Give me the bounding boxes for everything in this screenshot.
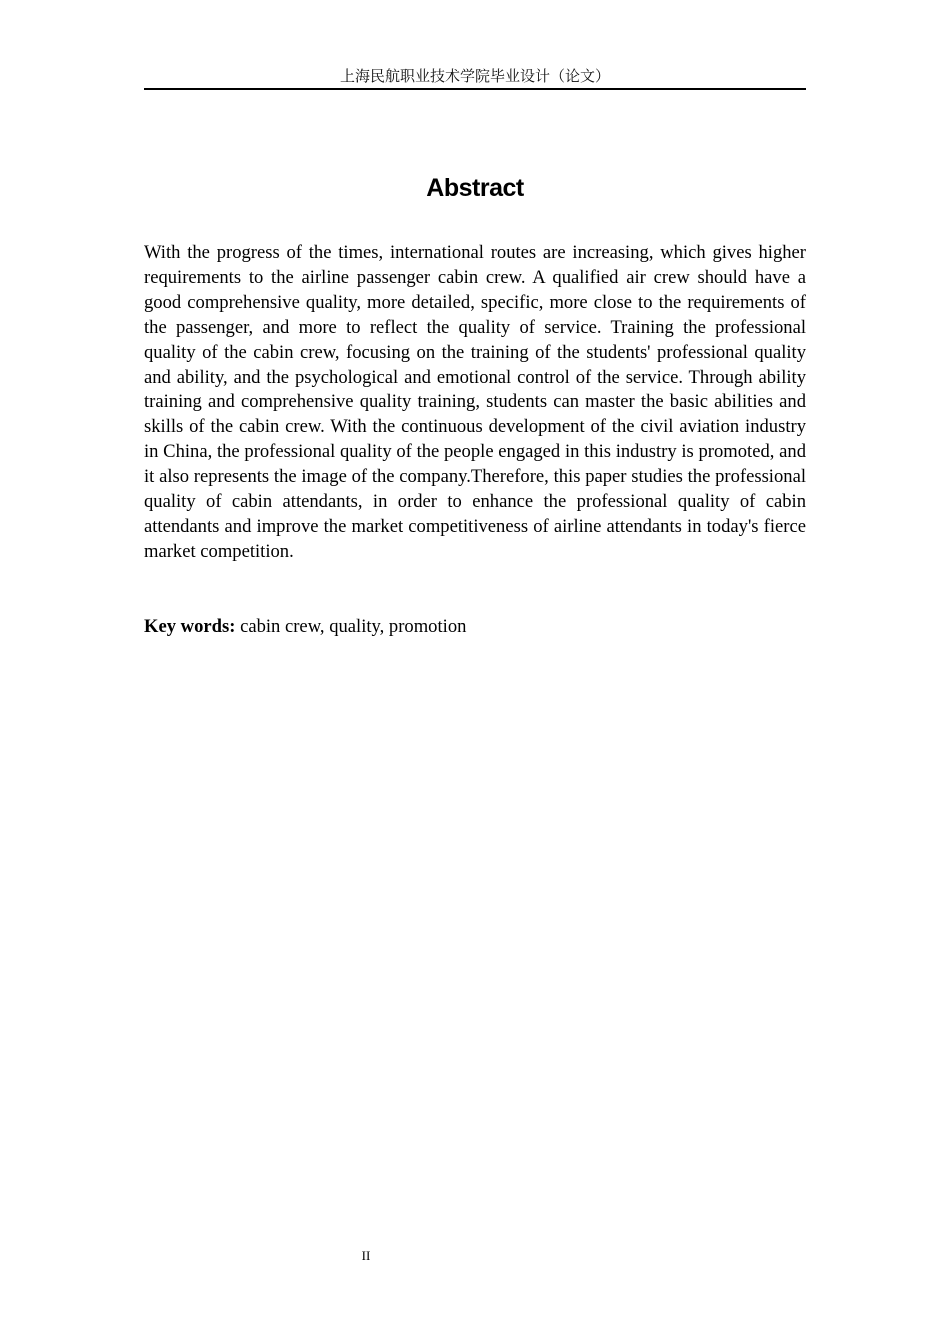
header-rule xyxy=(144,88,806,90)
keywords-label: Key words: xyxy=(144,616,236,637)
keywords-value: cabin crew, quality, promotion xyxy=(240,616,467,637)
page-number: II xyxy=(361,1248,371,1263)
keywords-line xyxy=(144,615,806,640)
running-header: 上海民航职业技术学院毕业设计（论文） xyxy=(339,67,610,85)
abstract-body: With the progress of the times, international routes are increasing, which gives higher requirements to the airline passenger cabin crew. A qualified air crew should have a good comprehensive quality, more detailed, specific, more close to the requirements of the passenger, and more to reflect the quality of service. Training the professional quality of the cabin crew, focusing on the training of the students' professional quality and ability, and the psychological and emotional control of the service. Through ability training and comprehensive quality training, students can master the basic abilities and skills of the cabin crew. With the continuous development of the civil aviation industry in China, the professional quality of the people engaged in this industry is promoted, and it also represents the image of the company.Therefore, this paper studies the professional quality of cabin attendants, in order to enhance the professional quality of cabin attendants and improve the market competitiveness of airline attendants in today's fierce market competition. xyxy=(144,242,806,562)
page-title: Abstract xyxy=(426,174,524,202)
